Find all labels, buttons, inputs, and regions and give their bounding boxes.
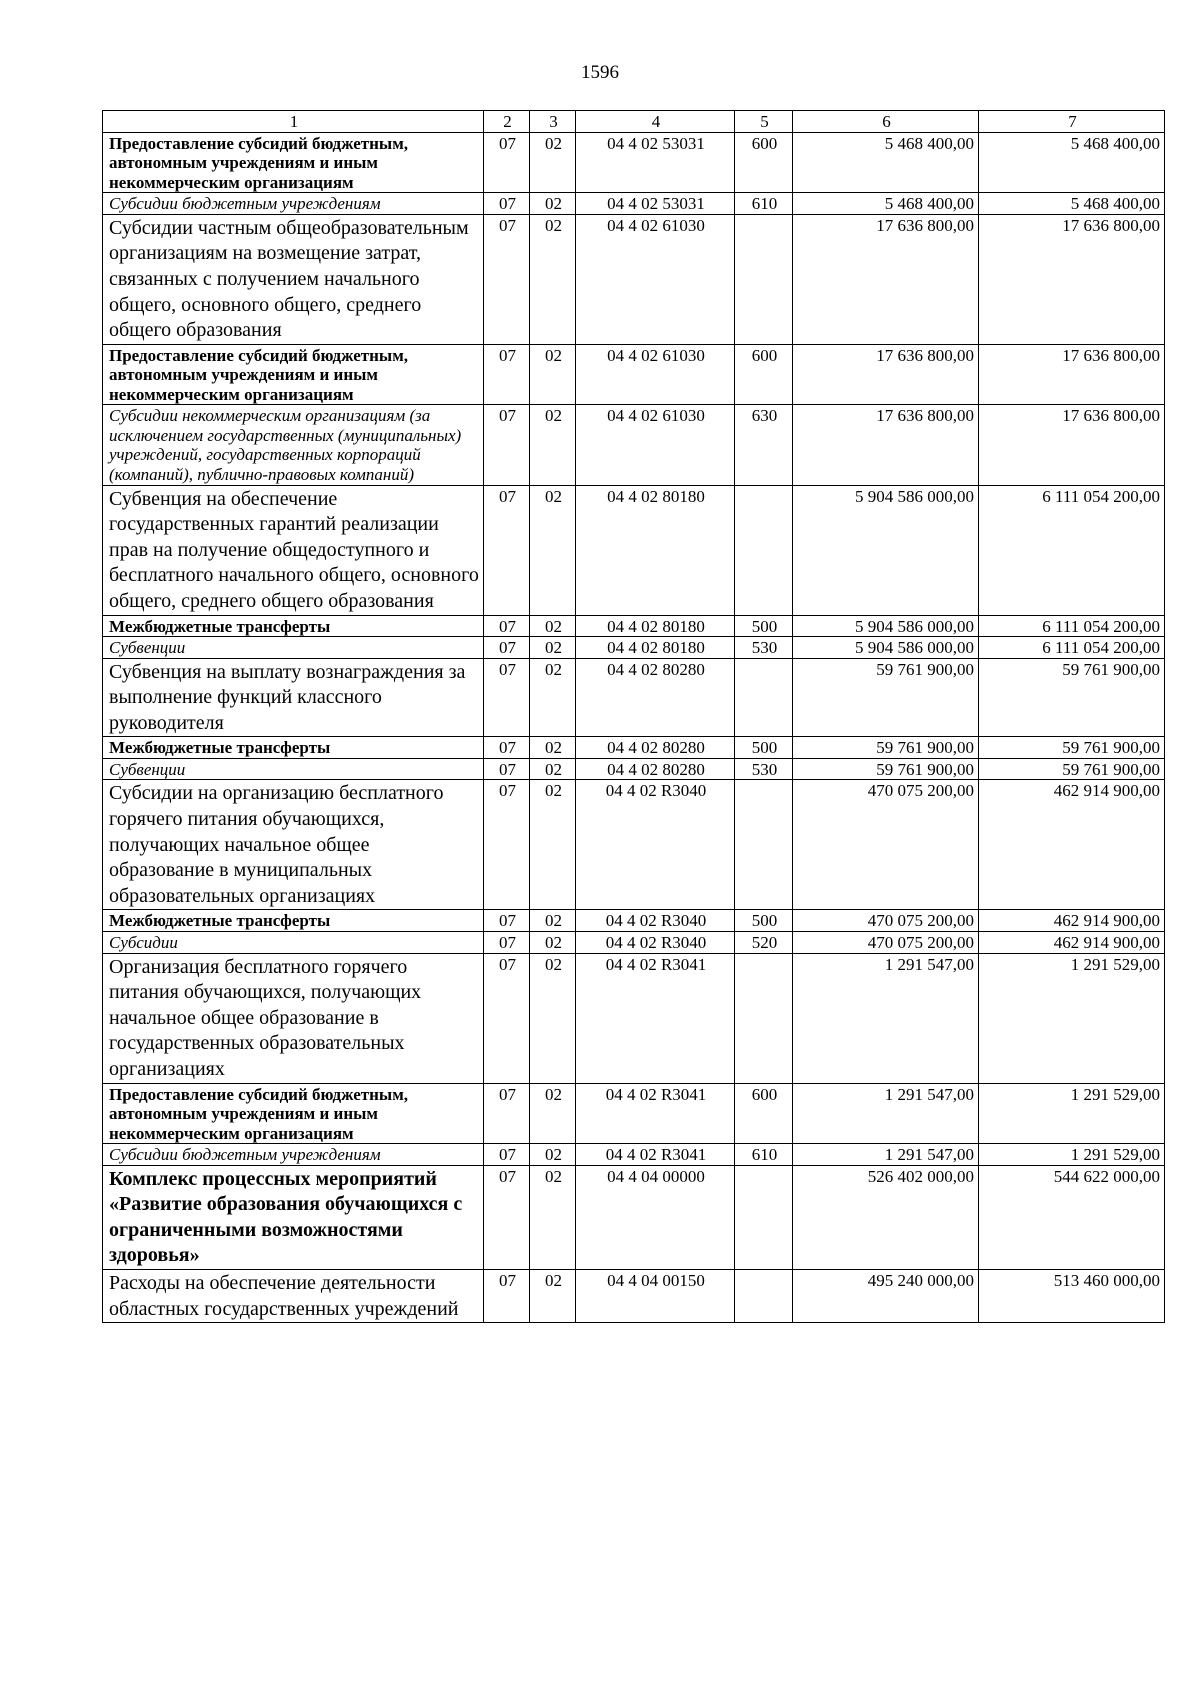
item-name-cell: Субсидии на организацию бесплатного горячего питания обучающихся, получающих начальное общее образование в муниципальных образовательных организациях <box>103 780 484 910</box>
table-row <box>103 615 1165 637</box>
item-name-cell: Межбюджетные трансферты <box>103 910 484 932</box>
amount-year1-cell: 5 468 400,00 <box>793 132 979 193</box>
expense-type-cell: 600 <box>735 132 793 193</box>
amount-year2-cell: 59 761 900,00 <box>979 737 1165 759</box>
amount-year2-cell: 5 468 400,00 <box>979 132 1165 193</box>
amount-year2-cell: 6 111 054 200,00 <box>979 637 1165 659</box>
expense-type-cell: 520 <box>735 931 793 953</box>
expense-type-cell: 500 <box>735 910 793 932</box>
subsection-code-cell: 02 <box>530 1144 576 1166</box>
subsection-code-cell: 02 <box>530 637 576 659</box>
amount-year2-cell: 5 468 400,00 <box>979 193 1165 215</box>
header-cell: 6 <box>793 111 979 133</box>
amount-year1-cell: 59 761 900,00 <box>793 658 979 737</box>
section-code-cell: 07 <box>484 780 530 910</box>
amount-year1-cell: 5 468 400,00 <box>793 193 979 215</box>
section-code-cell: 07 <box>484 193 530 215</box>
header-cell: 1 <box>103 111 484 133</box>
target-article-cell: 04 4 02 80180 <box>576 615 735 637</box>
target-article-cell: 04 4 04 00150 <box>576 1270 735 1323</box>
table-row <box>103 1165 1165 1269</box>
page-number: 1596 <box>581 62 619 83</box>
expense-type-cell <box>735 214 793 344</box>
subsection-code-cell: 02 <box>530 780 576 910</box>
subsection-code-cell: 02 <box>530 737 576 759</box>
amount-year1-cell: 1 291 547,00 <box>793 953 979 1083</box>
target-article-cell: 04 4 02 R3040 <box>576 931 735 953</box>
expense-type-cell: 530 <box>735 758 793 780</box>
table-row <box>103 214 1165 344</box>
amount-year1-cell: 17 636 800,00 <box>793 344 979 405</box>
item-name-cell: Субсидии <box>103 931 484 953</box>
header-cell: 3 <box>530 111 576 133</box>
expense-type-cell: 530 <box>735 637 793 659</box>
item-name-cell: Субвенция на выплату вознаграждения за выполнение функций классного руководителя <box>103 658 484 737</box>
header-cell: 2 <box>484 111 530 133</box>
header-cell: 5 <box>735 111 793 133</box>
subsection-code-cell: 02 <box>530 132 576 193</box>
amount-year2-cell: 1 291 529,00 <box>979 953 1165 1083</box>
target-article-cell: 04 4 02 61030 <box>576 405 735 485</box>
amount-year2-cell: 6 111 054 200,00 <box>979 615 1165 637</box>
section-code-cell: 07 <box>484 931 530 953</box>
subsection-code-cell: 02 <box>530 344 576 405</box>
item-name-cell: Субвенции <box>103 637 484 659</box>
expense-type-cell: 500 <box>735 737 793 759</box>
subsection-code-cell: 02 <box>530 193 576 215</box>
target-article-cell: 04 4 02 80180 <box>576 637 735 659</box>
expense-type-cell <box>735 953 793 1083</box>
section-code-cell: 07 <box>484 344 530 405</box>
subsection-code-cell: 02 <box>530 214 576 344</box>
table-row <box>103 485 1165 615</box>
item-name-cell: Расходы на обеспечение деятельности областных государственных учреждений <box>103 1270 484 1323</box>
target-article-cell: 04 4 02 80280 <box>576 758 735 780</box>
item-name-cell: Комплекс процессных мероприятий «Развитие образования обучающихся с ограниченными возможностями здоровья» <box>103 1165 484 1269</box>
item-name-cell: Субсидии некоммерческим организациям (за исключением государственных (муниципальных) учреждений, государственных корпораций (компаний), публично-правовых компаний) <box>103 405 484 485</box>
amount-year2-cell: 17 636 800,00 <box>979 344 1165 405</box>
expense-type-cell: 630 <box>735 405 793 485</box>
amount-year2-cell: 59 761 900,00 <box>979 658 1165 737</box>
subsection-code-cell: 02 <box>530 953 576 1083</box>
target-article-cell: 04 4 02 61030 <box>576 344 735 405</box>
target-article-cell: 04 4 02 53031 <box>576 193 735 215</box>
subsection-code-cell: 02 <box>530 1165 576 1269</box>
subsection-code-cell: 02 <box>530 910 576 932</box>
target-article-cell: 04 4 02 R3040 <box>576 910 735 932</box>
item-name-cell: Субвенция на обеспечение государственных гарантий реализации прав на получение общедоступного и бесплатного начального общего, основного общего, среднего общего образования <box>103 485 484 615</box>
expense-type-cell <box>735 1165 793 1269</box>
target-article-cell: 04 4 02 R3041 <box>576 1144 735 1166</box>
header-cell: 7 <box>979 111 1165 133</box>
header-row <box>103 111 1165 133</box>
section-code-cell: 07 <box>484 132 530 193</box>
subsection-code-cell: 02 <box>530 1083 576 1144</box>
target-article-cell: 04 4 04 00000 <box>576 1165 735 1269</box>
amount-year2-cell: 513 460 000,00 <box>979 1270 1165 1323</box>
subsection-code-cell: 02 <box>530 615 576 637</box>
section-code-cell: 07 <box>484 485 530 615</box>
table-row <box>103 931 1165 953</box>
amount-year1-cell: 470 075 200,00 <box>793 780 979 910</box>
item-name-cell: Предоставление субсидий бюджетным, автономным учреждениям и иным некоммерческим организациям <box>103 344 484 405</box>
header-cell: 4 <box>576 111 735 133</box>
amount-year2-cell: 6 111 054 200,00 <box>979 485 1165 615</box>
amount-year1-cell: 17 636 800,00 <box>793 405 979 485</box>
amount-year2-cell: 462 914 900,00 <box>979 931 1165 953</box>
section-code-cell: 07 <box>484 758 530 780</box>
amount-year2-cell: 17 636 800,00 <box>979 405 1165 485</box>
table-row <box>103 758 1165 780</box>
table-row <box>103 344 1165 405</box>
table-row <box>103 405 1165 485</box>
amount-year1-cell: 1 291 547,00 <box>793 1083 979 1144</box>
item-name-cell: Субсидии бюджетным учреждениям <box>103 193 484 215</box>
expense-type-cell: 600 <box>735 344 793 405</box>
section-code-cell: 07 <box>484 953 530 1083</box>
target-article-cell: 04 4 02 R3041 <box>576 953 735 1083</box>
section-code-cell: 07 <box>484 214 530 344</box>
section-code-cell: 07 <box>484 910 530 932</box>
subsection-code-cell: 02 <box>530 485 576 615</box>
target-article-cell: 04 4 02 80280 <box>576 658 735 737</box>
expense-type-cell: 500 <box>735 615 793 637</box>
subsection-code-cell: 02 <box>530 931 576 953</box>
amount-year1-cell: 470 075 200,00 <box>793 931 979 953</box>
table-row <box>103 780 1165 910</box>
section-code-cell: 07 <box>484 1270 530 1323</box>
amount-year1-cell: 17 636 800,00 <box>793 214 979 344</box>
target-article-cell: 04 4 02 80180 <box>576 485 735 615</box>
item-name-cell: Субсидии бюджетным учреждениям <box>103 1144 484 1166</box>
amount-year1-cell: 59 761 900,00 <box>793 758 979 780</box>
table-body <box>103 111 1165 1323</box>
expense-type-cell <box>735 485 793 615</box>
amount-year2-cell: 462 914 900,00 <box>979 910 1165 932</box>
section-code-cell: 07 <box>484 637 530 659</box>
item-name-cell: Субвенции <box>103 758 484 780</box>
amount-year1-cell: 59 761 900,00 <box>793 737 979 759</box>
amount-year2-cell: 544 622 000,00 <box>979 1165 1165 1269</box>
item-name-cell: Предоставление субсидий бюджетным, автономным учреждениям и иным некоммерческим организациям <box>103 132 484 193</box>
amount-year1-cell: 5 904 586 000,00 <box>793 485 979 615</box>
amount-year1-cell: 470 075 200,00 <box>793 910 979 932</box>
amount-year2-cell: 1 291 529,00 <box>979 1144 1165 1166</box>
table-row <box>103 1270 1165 1323</box>
expense-type-cell: 600 <box>735 1083 793 1144</box>
table-row <box>103 132 1165 193</box>
amount-year2-cell: 462 914 900,00 <box>979 780 1165 910</box>
target-article-cell: 04 4 02 80280 <box>576 737 735 759</box>
section-code-cell: 07 <box>484 737 530 759</box>
subsection-code-cell: 02 <box>530 405 576 485</box>
item-name-cell: Межбюджетные трансферты <box>103 615 484 637</box>
table-row <box>103 637 1165 659</box>
section-code-cell: 07 <box>484 1165 530 1269</box>
amount-year2-cell: 59 761 900,00 <box>979 758 1165 780</box>
expense-type-cell: 610 <box>735 1144 793 1166</box>
item-name-cell: Предоставление субсидий бюджетным, автономным учреждениям и иным некоммерческим организациям <box>103 1083 484 1144</box>
table-row <box>103 658 1165 737</box>
budget-table <box>102 110 1165 1323</box>
amount-year1-cell: 1 291 547,00 <box>793 1144 979 1166</box>
target-article-cell: 04 4 02 R3040 <box>576 780 735 910</box>
target-article-cell: 04 4 02 R3041 <box>576 1083 735 1144</box>
expense-type-cell <box>735 1270 793 1323</box>
amount-year1-cell: 495 240 000,00 <box>793 1270 979 1323</box>
item-name-cell: Межбюджетные трансферты <box>103 737 484 759</box>
expense-type-cell <box>735 658 793 737</box>
subsection-code-cell: 02 <box>530 658 576 737</box>
amount-year1-cell: 526 402 000,00 <box>793 1165 979 1269</box>
section-code-cell: 07 <box>484 405 530 485</box>
subsection-code-cell: 02 <box>530 1270 576 1323</box>
table-row <box>103 953 1165 1083</box>
target-article-cell: 04 4 02 53031 <box>576 132 735 193</box>
amount-year1-cell: 5 904 586 000,00 <box>793 637 979 659</box>
amount-year1-cell: 5 904 586 000,00 <box>793 615 979 637</box>
item-name-cell: Субсидии частным общеобразовательным организациям на возмещение затрат, связанных с получением начального общего, основного общего, среднего общего образования <box>103 214 484 344</box>
table-row <box>103 737 1165 759</box>
subsection-code-cell: 02 <box>530 758 576 780</box>
expense-type-cell: 610 <box>735 193 793 215</box>
table-row <box>103 910 1165 932</box>
amount-year2-cell: 17 636 800,00 <box>979 214 1165 344</box>
amount-year2-cell: 1 291 529,00 <box>979 1083 1165 1144</box>
item-name-cell: Организация бесплатного горячего питания обучающихся, получающих начальное общее образование в государственных образовательных организациях <box>103 953 484 1083</box>
table-row <box>103 1144 1165 1166</box>
table-row <box>103 1083 1165 1144</box>
table-row <box>103 193 1165 215</box>
section-code-cell: 07 <box>484 1083 530 1144</box>
expense-type-cell <box>735 780 793 910</box>
section-code-cell: 07 <box>484 658 530 737</box>
target-article-cell: 04 4 02 61030 <box>576 214 735 344</box>
section-code-cell: 07 <box>484 615 530 637</box>
section-code-cell: 07 <box>484 1144 530 1166</box>
